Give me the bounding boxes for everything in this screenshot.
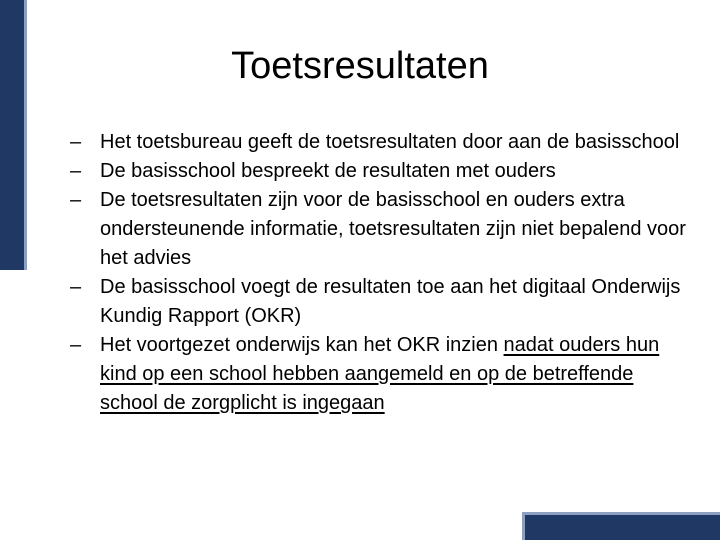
slide-title [0, 38, 720, 94]
bullet-dash: – [70, 189, 82, 211]
bullet-text: De toetsresultaten zijn voor de basisschool en ouders extra ondersteunende informatie, toetsresultaten zijn niet bepalend voor het advies [100, 189, 686, 269]
bullet-text-underlined: nadat ouders hun kind op een school hebben aangemeld en op de betreffende school de zorgplicht is ingegaan [100, 334, 660, 414]
bullet-dash: – [70, 131, 82, 153]
bullet-text: De basisschool voegt de resultaten toe aan het digitaal Onderwijs Kundig Rapport (OKR) [100, 276, 681, 327]
bullet-item [60, 273, 695, 331]
bullet-dash: – [70, 276, 82, 298]
bullet-item [60, 331, 695, 418]
bullet-dash: – [70, 334, 82, 356]
bullet-text: De basisschool bespreekt de resultaten met ouders [100, 160, 556, 182]
bottom-accent-block [522, 512, 720, 540]
bullet-item [60, 157, 695, 186]
bullet-text: Het voortgezet onderwijs kan het OKR inzien [100, 334, 504, 356]
bullet-text: Het toetsbureau geeft de toetsresultaten door aan de basisschool [100, 131, 680, 153]
bullet-dash: – [70, 160, 82, 182]
slide-title-text: Toetsresultaten [231, 45, 489, 87]
bullet-item [60, 128, 695, 157]
bullet-list [60, 128, 695, 418]
bullet-item [60, 186, 695, 273]
